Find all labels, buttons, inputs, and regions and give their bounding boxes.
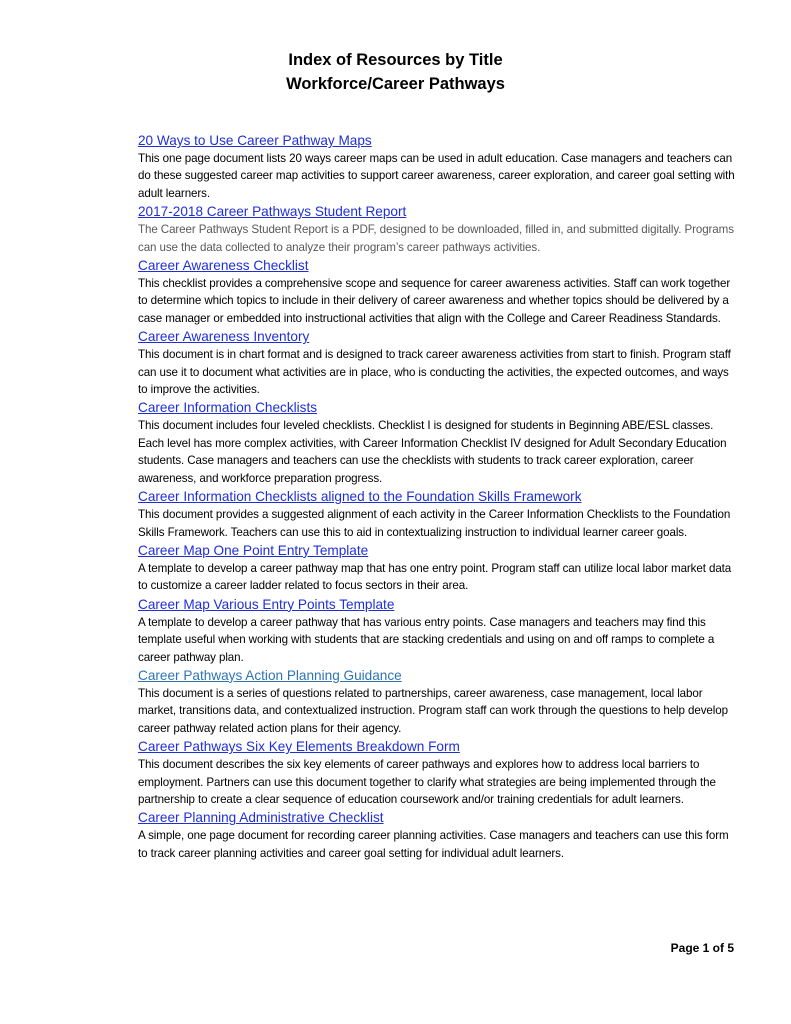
resource-link[interactable]: Career Information Checklists aligned to the Foundation Skills Framework — [138, 489, 582, 505]
resource-list — [138, 131, 738, 862]
resource-entry — [138, 666, 738, 737]
resource-link[interactable]: Career Map Various Entry Points Template — [138, 596, 395, 612]
resource-description: This document is a series of questions related to partnerships, career awareness, case management, local labor market, transitions data, and contextualized instruction. Program staff can work through the questions to help develop career pathway related action plans for their agency. — [138, 686, 728, 735]
page-title: Index of Resources by Title — [288, 51, 503, 69]
resource-description: The Career Pathways Student Report is a PDF, designed to be downloaded, filled in, and submitted digitally. Programs can use the data collected to analyze their program’s career pathways activities. — [138, 223, 734, 254]
resource-link[interactable]: Career Awareness Checklist — [138, 258, 309, 274]
resource-link[interactable]: 20 Ways to Use Career Pathway Maps — [138, 133, 372, 148]
resource-entry — [138, 398, 738, 487]
resource-description: A simple, one page document for recording career planning activities. Case managers and teachers can use this form to track career planning activities and career goal setting for individual adult learners. — [138, 829, 729, 860]
resource-entry — [138, 327, 738, 398]
resource-entry — [138, 737, 738, 808]
resource-entry — [138, 131, 738, 202]
resource-link[interactable]: Career Information Checklists — [138, 400, 318, 416]
resource-entry — [138, 202, 738, 256]
resource-description: A template to develop a career pathway that has various entry points. Case managers and teachers may find this template useful when working with students that are stacking credentials and using on and off ramps to complete a career pathway plan. — [138, 615, 715, 664]
resource-description: A template to develop a career pathway map that has one entry point. Program staff can utilize local labor market data to customize a career ladder related to focus sectors in their area. — [138, 561, 732, 593]
title-block — [0, 48, 791, 96]
resource-entry — [138, 595, 738, 666]
resource-link[interactable]: Career Pathways Action Planning Guidance — [138, 667, 402, 683]
page-subtitle: Workforce/Career Pathways — [286, 75, 505, 93]
resource-description: This document includes four leveled checklists. Checklist I is designed for students in Beginning ABE/ESL classes. Each level has more complex activities, with Career Information Checklist IV designed for Adult Secondary Education students. Case managers and teachers can use the checklists with students to track career exploration, career awareness, and workforce preparation progress. — [138, 419, 727, 485]
resource-entry — [138, 487, 738, 541]
resource-entry — [138, 541, 738, 595]
resource-description: This document is in chart format and is designed to track career awareness activities from start to finish. Program staff can use it to document what activities are in place, who is conducting the activities, the expected outcomes, and ways to improve the activities. — [138, 348, 731, 397]
resource-entry — [138, 808, 738, 862]
resource-link[interactable]: Career Planning Administrative Checklist — [138, 810, 384, 826]
resource-description: This one page document lists 20 ways career maps can be used in adult education. Case managers and teachers can do these suggested career map activities to support career awareness, career exploration, and career goal setting with adult learners. — [138, 152, 735, 200]
resource-link[interactable]: Career Awareness Inventory — [138, 329, 310, 345]
resource-entry — [138, 256, 738, 327]
page-number: Page 1 of 5 — [670, 941, 734, 955]
resource-link[interactable]: Career Map One Point Entry Template — [138, 542, 369, 558]
resource-link[interactable]: Career Pathways Six Key Elements Breakdown Form — [138, 739, 460, 755]
resource-link[interactable]: 2017-2018 Career Pathways Student Report — [138, 204, 407, 220]
resource-description: This checklist provides a comprehensive scope and sequence for career awareness activities. Staff can work together to determine which topics to include in their delivery of career awareness and whether topics should be delivered by a case manager or embedded into instructional activities that align with the College and Career Readiness Standards. — [138, 277, 731, 325]
resource-description: This document provides a suggested alignment of each activity in the Career Information Checklists to the Foundation Skills Framework. Teachers can use this to aid in contextualizing instruction to individual learner career goals. — [138, 508, 731, 539]
resource-description: This document describes the six key elements of career pathways and explores how to address local barriers to employment. Partners can use this document together to clarify what strategies are being implemented through the partnership to create a clear sequence of education coursework and/or training credentials for adult learners. — [138, 758, 716, 806]
